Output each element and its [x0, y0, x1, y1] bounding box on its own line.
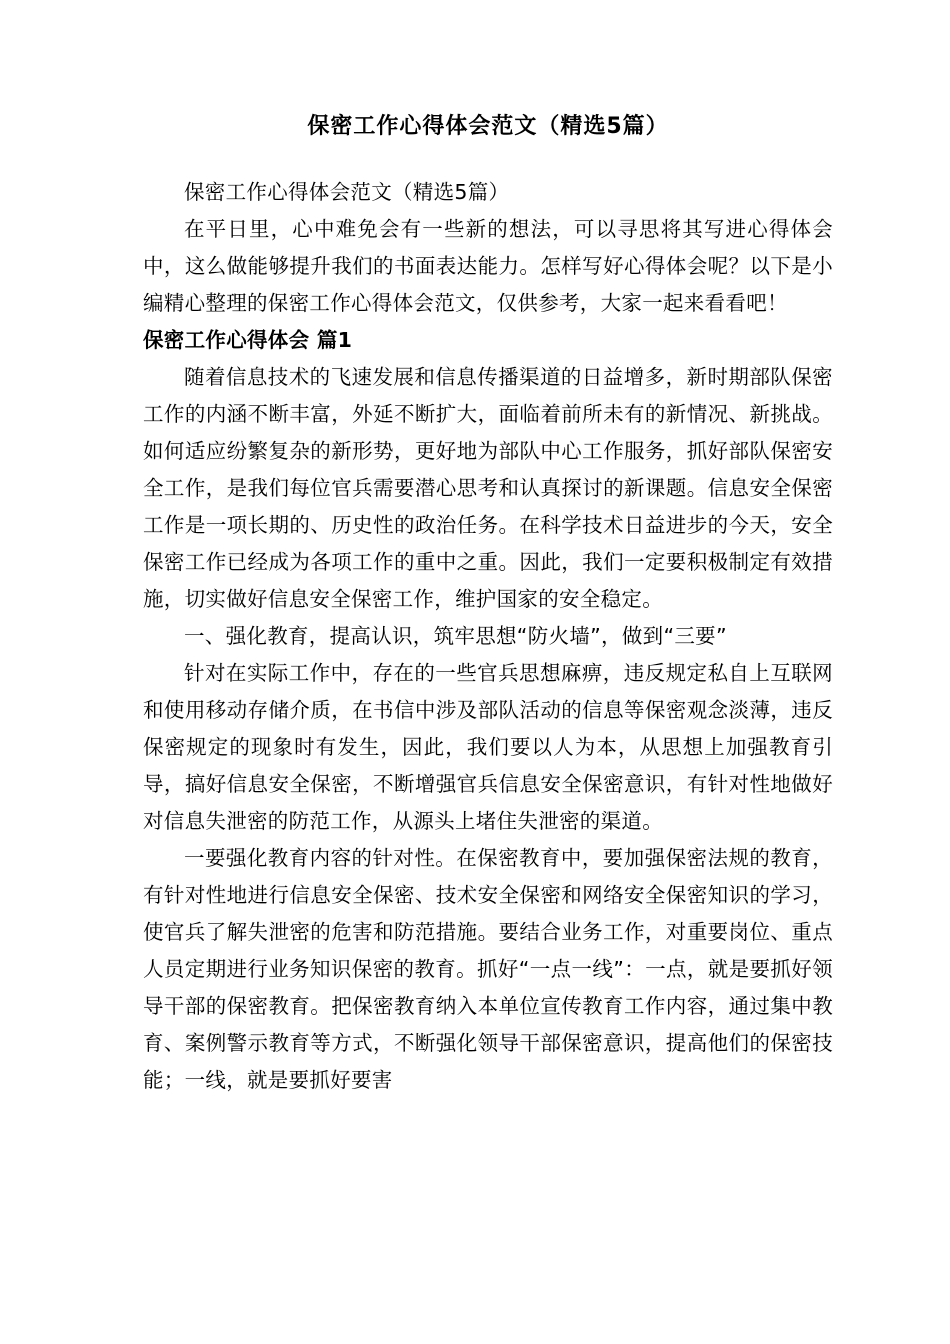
intro-subtitle-paragraph: 保密工作心得体会范文（精选5篇） — [184, 180, 510, 204]
body-subheading-1: 一、强化教育，提高认识，筑牢思想“防火墙”，做到“三要” — [184, 624, 727, 648]
body-paragraph-1: 随着信息技术的飞速发展和信息传播渠道的日益增多，新时期部队保密工作的内涵不断丰富，外延不断扩大，面临着前所未有的新情况、新挑战。如何适应纷繁复杂的新形势，更好地为部队中心工作服务，抓好部队保密安全工作，是我们每位官兵需要潜心思考和认真探讨的新课题。信息安全保密工作是一项长期的、历史性的政治任务。在科学技术日益进步的今天，安全保密工作已经成为各项工作的重中之重。因此，我们一定要积极制定有效措施，切实做好信息安全保密工作，维护国家的安全稳定。 — [143, 365, 833, 611]
intro-paragraph: 在平日里，心中难免会有一些新的想法，可以寻思将其写进心得体会中，这么做能够提升我们的书面表达能力。怎样写好心得体会呢？以下是小编精心整理的保密工作心得体会范文，仅供参考，大家一起来看看吧！ — [143, 217, 833, 315]
body-paragraph-2: 针对在实际工作中，存在的一些官兵思想麻痹，违反规定私自上互联网和使用移动存储介质，在书信中涉及部队活动的信息等保密观念淡薄，违反保密规定的现象时有发生，因此，我们要以人为本，从思想上加强教育引导，搞好信息安全保密，不断增强官兵信息安全保密意识，有针对性地做好对信息失泄密的防范工作，从源头上堵住失泄密的渠道。 — [143, 661, 833, 833]
body-paragraph-3: 一要强化教育内容的针对性。在保密教育中，要加强保密法规的教育，有针对性地进行信息安全保密、技术安全保密和网络安全保密知识的学习，使官兵了解失泄密的危害和防范措施。要结合业务工作，对重要岗位、重点人员定期进行业务知识保密的教育。抓好“一点一线”：一点，就是要抓好领导干部的保密教育。把保密教育纳入本单位宣传教育工作内容，通过集中教育、案例警示教育等方式，不断强化领导干部保密意识，提高他们的保密技能；一线，就是要抓好要害 — [143, 846, 833, 1092]
section-heading: 保密工作心得体会 篇1 — [143, 328, 353, 352]
document-page — [143, 100, 833, 1099]
document-title: 保密工作心得体会范文（精选5篇） — [307, 114, 669, 139]
